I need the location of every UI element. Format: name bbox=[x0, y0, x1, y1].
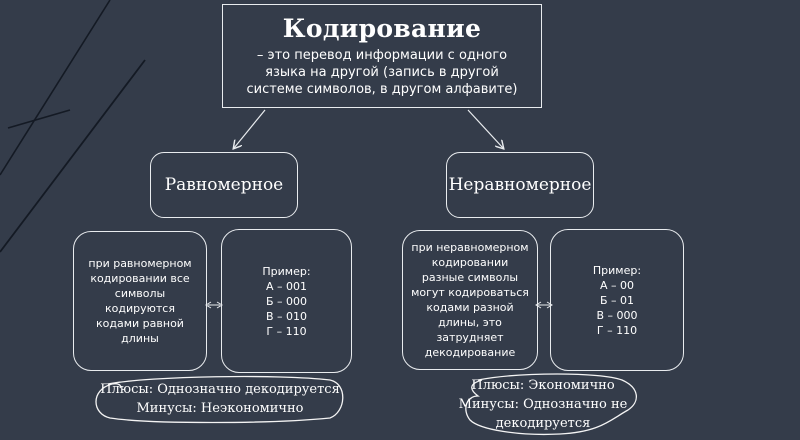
description-line: декодирование bbox=[424, 346, 516, 359]
stray-ink-line bbox=[0, 60, 145, 252]
definition-line: языка на другой (запись в другой bbox=[265, 65, 499, 80]
example-code: В – 010 bbox=[265, 309, 308, 323]
example-code: Б – 000 bbox=[265, 294, 308, 308]
description-line: при равномерном bbox=[88, 257, 192, 270]
example-code: Г – 110 bbox=[266, 324, 307, 338]
nonuniform-category-box bbox=[446, 152, 594, 218]
description-line: могут кодироваться bbox=[411, 286, 529, 299]
page-title: Кодирование bbox=[282, 14, 482, 43]
description-line: кодами разной bbox=[426, 301, 514, 314]
definition-box bbox=[222, 4, 542, 108]
nonuniform-pros: Плюсы: Экономично bbox=[471, 378, 615, 393]
arrow-to-nonuniform bbox=[468, 110, 503, 148]
description-line: кодируются bbox=[105, 302, 175, 315]
example-label: Пример: bbox=[592, 263, 642, 277]
nonuniform-example-box bbox=[550, 229, 684, 371]
description-line: кодами равной bbox=[96, 317, 184, 330]
nonuniform-category-label: Неравномерное bbox=[448, 175, 592, 195]
example-code: Г – 110 bbox=[596, 323, 638, 337]
example-code: Б – 01 bbox=[599, 293, 635, 307]
definition-line: системе символов, в другом алфавите) bbox=[246, 82, 518, 97]
uniform-example-box bbox=[221, 229, 352, 373]
description-line: длины, это bbox=[438, 316, 502, 329]
example-code: В – 000 bbox=[596, 308, 638, 322]
example-code: А – 001 bbox=[265, 279, 307, 293]
description-line: разные символы bbox=[421, 271, 519, 284]
uniform-description-box bbox=[73, 231, 207, 371]
example-label: Пример: bbox=[262, 264, 311, 278]
description-line: при неравномерном bbox=[411, 241, 529, 254]
example-code: А – 00 bbox=[599, 278, 634, 292]
description-line: длины bbox=[121, 332, 159, 345]
uniform-category-label: Равномерное bbox=[164, 175, 284, 195]
description-line: кодировании bbox=[431, 256, 509, 269]
nonuniform-cons: Минусы: Однозначно не bbox=[458, 397, 628, 412]
description-line: символы bbox=[114, 287, 166, 300]
uniform-cons: Минусы: Неэкономично bbox=[136, 401, 304, 416]
uniform-category-box bbox=[150, 152, 298, 218]
nonuniform-cons-cont: декодируется bbox=[495, 416, 591, 431]
uniform-pros: Плюсы: Однозначно декодируется bbox=[100, 382, 340, 397]
definition-line: – это перевод информации с одного bbox=[256, 48, 508, 63]
nonuniform-notes bbox=[458, 376, 628, 433]
description-line: затрудняет bbox=[436, 331, 504, 344]
uniform-notes bbox=[100, 380, 340, 418]
arrow-to-uniform bbox=[234, 110, 265, 148]
description-line: кодировании все bbox=[90, 272, 190, 285]
double-arrow-left bbox=[206, 302, 222, 308]
stray-ink-line bbox=[0, 0, 110, 175]
definition-text bbox=[246, 47, 517, 98]
nonuniform-description-box bbox=[402, 230, 538, 370]
